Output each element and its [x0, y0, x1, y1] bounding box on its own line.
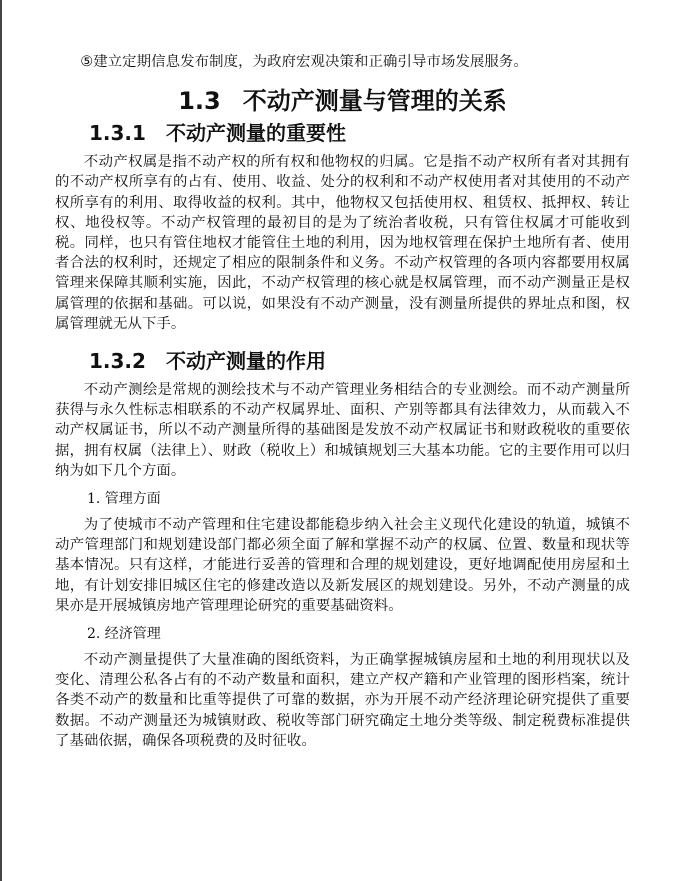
- section-title: 不动产测量与管理的关系: [242, 87, 507, 116]
- subsection-title: 不动产测量的作用: [165, 349, 326, 374]
- intro-list-item: ⑤建立定期信息发布制度，为政府宏观决策和正确引导市场发展服务。: [80, 54, 528, 70]
- subsection-number: 1.3.1: [89, 121, 146, 146]
- economic-paragraph: 不动产测量提供了大量准确的图纸资料，为正确掌握城镇房屋和土地的利用现状以及变化、清理公私各占有的不动产数量和面积，建立产权产籍和产业管理的图形档案，统计各类不动产的数量和比重等提供了可靠的数据，亦为开展不动产经济理论研究提供了重要数据。不动产测量还为城镇财政、税收等部门研究确定土地分类等级、制定税费标准提供了基础依据，确保各项税费的及时征收。: [55, 652, 630, 749]
- item-heading-economic: 2. 经济管理: [87, 626, 161, 643]
- subsection-number: 1.3.2: [89, 349, 146, 374]
- management-paragraph: 为了使城市不动产管理和住宅建设都能稳步纳入社会主义现代化建设的轨道，城镇不动产管理部门和规划建设部门都必须全面了解和掌握不动产的权属、位置、数量和现状等基本情况。只有这样，才能进行妥善的管理和合理的规划建设，更好地调配使用房屋和土地，有计划安排旧城区住宅的修建改造以及新发展区的规划建设。另外，不动产测量的成果亦是开展城镇房地产管理理论研究的重要基础资料。: [55, 517, 630, 614]
- importance-paragraph: 不动产权属是指不动产权的所有权和他物权的归属。它是指不动产权所有者对其拥有的不动产权所享有的占有、使用、收益、处分的权利和不动产权使用者对其使用的不动产权所享有的利用、取得收益的权利。其中，他物权又包括使用权、租赁权、抵押权、转让权、地役权等。不动产权管理的最初目的是为了统治者收税，只有管住权属才可能收到税。同样，也只有管住地权才能管住土地的利用，因为地权管理在保护土地所有者、使用者合法的权利时，还规定了相应的限制条件和义务。不动产权管理的各项内容都要用权属管理来保障其顺利实施，因此，不动产权管理的核心就是权属管理，而不动产测量正是权属管理的依据和基础。可以说，如果没有不动产测量，没有测量所提供的界址点和图，权属管理就无从下手。: [55, 154, 630, 332]
- section-heading: [55, 84, 630, 118]
- role-paragraph: 不动产测绘是常规的测绘技术与不动产管理业务相结合的专业测绘。而不动产测量所获得与永久性标志相联系的不动产权属界址、面积、产别等都具有法律效力，从而载入不动产权属证书，所以不动产测量所得的基础图是发放不动产权属证书和财政税收的重要依据，拥有权属（法律上）、财政（税收上）和城镇规划三大基本功能。它的主要作用可以归纳为如下几个方面。: [55, 382, 630, 479]
- subsection-heading-role: [55, 346, 630, 376]
- subsection-heading-importance: [55, 118, 630, 148]
- page-content: [55, 52, 630, 751]
- section-number: 1.3: [178, 87, 221, 116]
- item-heading-management: 1. 管理方面: [87, 491, 161, 508]
- subsection-title: 不动产测量的重要性: [165, 121, 346, 146]
